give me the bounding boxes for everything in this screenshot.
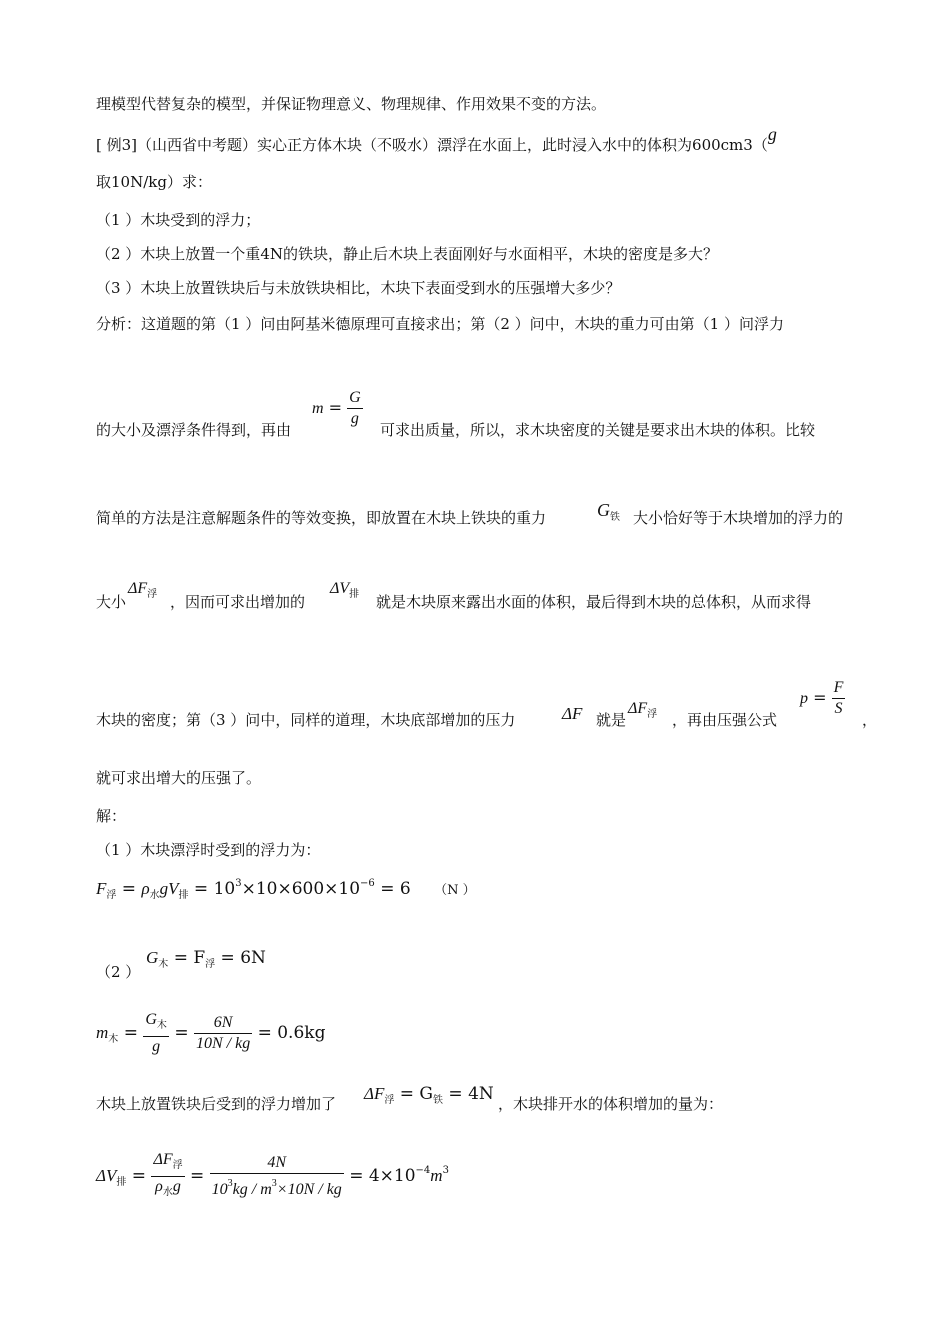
solution-step-2-label: （2 ）: [96, 963, 141, 981]
question-1: （1 ）木块受到的浮力；: [96, 211, 261, 229]
analysis-line-4: 大小: [96, 593, 127, 611]
analysis-line-2b: 可求出质量，所以，求木块密度的关键是要求出木块的体积。比较: [380, 421, 816, 439]
question-2: （2 ）木块上放置一个重4N的铁块，静止后木块上表面刚好与水面相平，木块的密度是多大？: [96, 245, 718, 263]
solution-step-2-text-b: ，木块排开水的体积增加的量为：: [498, 1095, 724, 1113]
analysis-line-5d: ，: [862, 711, 878, 729]
example-3-text: [ 例3]（山西省中考题）实心正方体木块（不吸水）漂浮在水面上，此时浸入水中的体积为600cm3（: [96, 136, 768, 154]
analysis-line-5: 木块的密度；第（3 ）问中，同样的道理，木块底部增加的压力: [96, 711, 516, 729]
analysis-line-1: 分析：这道题的第（1 ）问由阿基米德原理可直接求出；第（2 ）问中，木块的重力可由第（1 ）问浮力: [96, 315, 784, 333]
equation-buoyancy: $F_浮 = \rho_水gV_排 = 10^3\times 10\times 600\times 10^{-6} = 6$ （N ）: [96, 878, 476, 901]
analysis-line-5c: ，再由压强公式: [672, 711, 778, 729]
analysis-line-6: 就可求出增大的压强了。: [96, 769, 262, 787]
analysis-line-3: 简单的方法是注意解题条件的等效变换，即放置在木块上铁块的重力: [96, 509, 547, 527]
analysis-line-3b: 大小恰好等于木块增加的浮力的: [633, 509, 844, 527]
solution-step-2-text: 木块上放置铁块后受到的浮力增加了: [96, 1095, 337, 1113]
question-3: （3 ）木块上放置铁块后与未放铁块相比，木块下表面受到水的压强增大多少？: [96, 279, 621, 297]
symbol-delta-v-displaced: $\Delta V_排$: [330, 580, 360, 600]
symbol-g: g: [767, 124, 777, 144]
equation-delta-volume: $\Delta V_排$ = $\frac{\Delta F_浮}{\rho_水g}$ = $\frac{4N}{10^3kg / m^3\times 10N / kg}$ = $4\times 10^{-4}m^3$: [96, 1151, 449, 1198]
equation-wood-weight: $G_木 = F_浮 = 6N$: [146, 948, 266, 970]
analysis-line-4c: 就是木块原来露出水面的体积，最后得到木块的总体积，从而求得: [376, 593, 812, 611]
equation-wood-mass: $m_木$ = $\frac{G_木}{g}$ = $\frac{6N}{10N / kg}$ = 0.6kg: [96, 1011, 326, 1055]
solution-label: 解：: [96, 807, 127, 825]
solution-step-1: （1 ）木块漂浮时受到的浮力为：: [96, 841, 321, 859]
example-3-line-2: 取10N/kg）求：: [96, 173, 212, 191]
analysis-line-2: 的大小及漂浮条件得到，再由: [96, 421, 292, 439]
symbol-delta-f-buoyancy-2: $\Delta F_浮$: [628, 700, 658, 720]
symbol-delta-f-buoyancy: $\Delta F_浮$: [128, 580, 158, 600]
text-line-1: 理模型代替复杂的模型，并保证物理意义、物理规律、作用效果不变的方法。: [96, 95, 607, 113]
equation-delta-buoyancy: $\Delta F_浮 = G_铁 = 4N$: [364, 1084, 494, 1106]
symbol-g-iron: $G_铁$: [597, 500, 620, 523]
formula-pressure: p = $\frac{F}{S}$: [800, 679, 844, 717]
analysis-line-5b: 就是: [596, 711, 627, 729]
formula-m-equals-g-over-g: m = $\frac{G}{g}$: [312, 389, 361, 427]
example-3-line: [96, 124, 777, 155]
analysis-line-4b: ，因而可求出增加的: [170, 593, 306, 611]
symbol-delta-f: ΔF: [562, 704, 583, 723]
